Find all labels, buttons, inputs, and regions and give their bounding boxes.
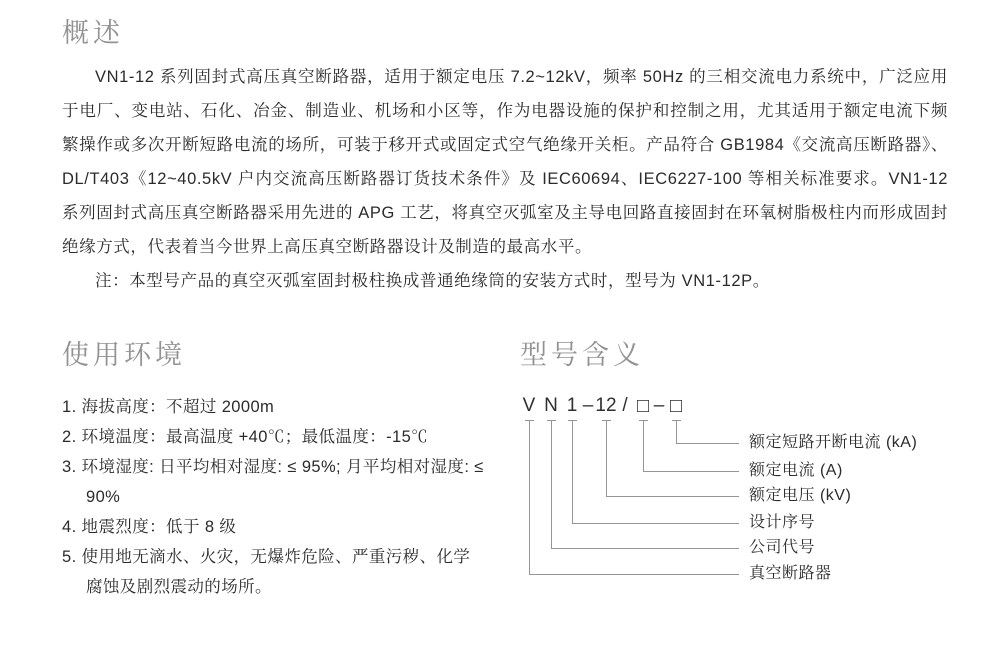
- model-designation-diagram: [520, 394, 980, 599]
- list-item: 3. 环境湿度: 日平均相对湿度: ≤ 95%; 月平均相对湿度: ≤ 90%: [62, 458, 484, 506]
- diagram-label: 真空断路器: [749, 565, 832, 582]
- model-meaning-section: [520, 338, 980, 602]
- connector-line: [529, 421, 739, 575]
- environment-section: [62, 338, 520, 602]
- model-placeholder-box-icon: □: [636, 395, 650, 417]
- overview-section: [62, 16, 948, 298]
- diagram-label: 公司代号: [749, 539, 816, 556]
- diagram-label: 额定短路开断电流 (kA): [749, 434, 918, 451]
- model-token: 1: [566, 395, 578, 416]
- model-dash: –: [582, 395, 594, 416]
- environment-heading: 使用环境: [62, 340, 186, 370]
- overview-note: 注：本型号产品的真空灭弧室固封极柱换成普通绝缘筒的安装方式时，型号为 VN1-12P。: [95, 272, 770, 290]
- diagram-label: 额定电压 (kV): [749, 487, 852, 504]
- overview-paragraph: VN1-12 系列固封式高压真空断路器，适用于额定电压 7.2~12kV，频率 50Hz 的三相交流电力系统中，广泛应用于电厂、变电站、石化、冶金、制造业、机场和小区等，作为电器设施的保护和控制之用，尤其适用于额定电流下频繁操作或多次开断短路电流的场所，可装于移开式或固定式空气绝缘开关柜。产品符合 GB1984《交流高压断路器》、DL/T403《12~40.5kV 户内交流高压断路器订货技术条件》及 IEC60694、IEC6227-100 等相关标准要求。VN1-12 系列固封式高压真空断路器采用先进的 APG 工艺，将真空灭弧室及主导电回路直接固封在环氧树脂极柱内而形成固封绝缘方式，代表着当今世界上高压真空断路器设计及制造的最高水平。: [62, 68, 948, 256]
- two-column-area: [62, 338, 948, 602]
- diagram-label: 设计序号: [749, 514, 816, 531]
- list-item: 2. 环境温度：最高温度 +40℃；最低温度：-15℃: [62, 428, 429, 446]
- model-slash: /: [622, 395, 628, 416]
- model-token: 12: [595, 395, 617, 416]
- model-token: V: [522, 395, 536, 416]
- list-item: 5. 使用地无滴水、火灾，无爆炸危险、严重污秽、化学腐蚀及剧烈震动的场所。: [62, 548, 471, 596]
- environment-list: [62, 392, 486, 602]
- list-item: 1. 海拔高度：不超过 2000m: [62, 398, 275, 416]
- overview-heading: 概述: [62, 18, 124, 48]
- list-item: 4. 地震烈度：低于 8 级: [62, 518, 237, 536]
- model-token: N: [544, 395, 558, 416]
- model-dash: –: [653, 395, 665, 416]
- model-meaning-heading: 型号含义: [520, 340, 644, 370]
- diagram-label: 额定电流 (A): [749, 462, 843, 479]
- model-placeholder-box-icon: □: [669, 395, 683, 417]
